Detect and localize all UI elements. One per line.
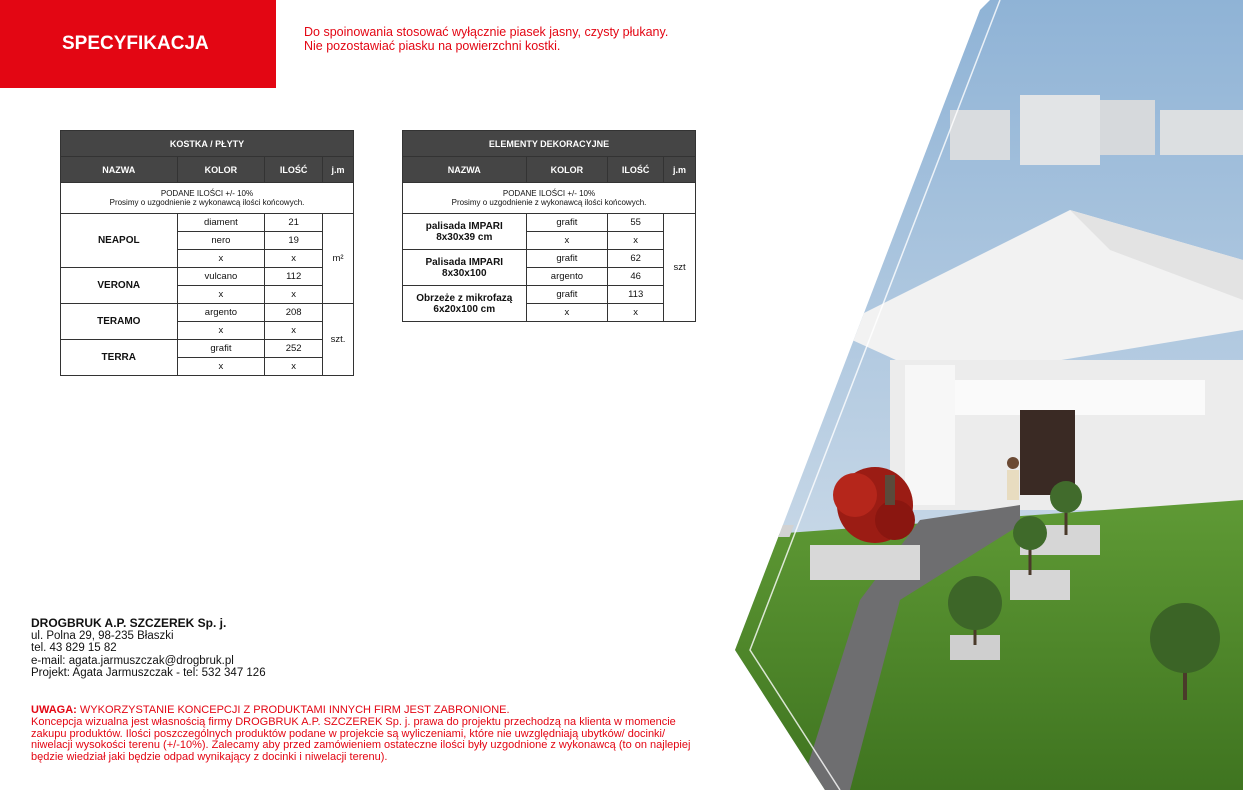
product-qty: 55 (608, 214, 664, 232)
product-color: x (177, 358, 265, 376)
table-row (403, 286, 696, 304)
unit-szt: szt (664, 214, 696, 322)
product-color: x (526, 232, 608, 250)
table-note-line2: Prosimy o uzgodnienie z wykonawcą ilości końcowych. (451, 198, 647, 207)
product-color: x (177, 286, 265, 304)
header-note (304, 25, 724, 53)
product-qty: 208 (265, 304, 323, 322)
col-header-name: NAZWA (403, 157, 527, 183)
table-row (403, 214, 696, 232)
company-project: Projekt: Agata Jarmuszczak - tel: 532 347 126 (31, 667, 266, 679)
product-name-line1: palisada IMPARI (425, 220, 503, 232)
product-name-line2: 8x30x100 (442, 267, 487, 279)
unit-m2: m² (323, 214, 354, 304)
product-qty: 112 (265, 268, 323, 286)
product-qty: x (265, 250, 323, 268)
unit-szt: szt. (323, 304, 354, 376)
warning-label: UWAGA: (31, 704, 77, 716)
product-color: x (526, 304, 608, 322)
col-header-name: NAZWA (61, 157, 178, 183)
product-color: grafit (526, 250, 608, 268)
product-name-line2: 8x30x39 cm (436, 231, 493, 243)
product-name (403, 286, 527, 322)
table-elementy-dekoracyjne (402, 130, 696, 322)
table-row (61, 340, 354, 358)
company-address: ul. Polna 29, 98-235 Błaszki (31, 629, 174, 642)
col-header-qty: ILOŚĆ (265, 157, 323, 183)
product-color: argento (177, 304, 265, 322)
warning-headline: WYKORZYSTANIE KONCEPCJI Z PRODUKTAMI INNYCH FIRM JEST ZABRONIONE. (76, 704, 510, 716)
product-name: NEAPOL (61, 214, 178, 268)
table-row (403, 250, 696, 268)
table-note-line1: PODANE ILOŚCI +/- 10% (502, 189, 596, 198)
product-qty: 19 (265, 232, 323, 250)
table-title: ELEMENTY DEKORACYJNE (403, 131, 696, 157)
warning-body: Koncepcja wizualna jest własnością firmy DROGBRUK A.P. SZCZEREK Sp. j. prawa do projektu przechodzą na klienta w momencie zakupu produktów. Ilości poszczególnych produktów podane w projekcie są wyliczeniami, które nie uwzględniają ubytków/ docinki/ niwelacji wysokości terenu (+/-10%). Zalecamy aby przed zamówieniem ostateczne ilości były uzgodnione z wykonawcą (to on najlepiej będzie wiedział jaki będzie odpad wynikający z docinki i niwelacji terenu). (31, 715, 691, 764)
product-qty: 21 (265, 214, 323, 232)
col-header-unit: j.m (323, 157, 354, 183)
company-name: DROGBRUK A.P. SZCZEREK Sp. j. (31, 616, 227, 630)
table-row (61, 214, 354, 232)
product-qty: x (608, 304, 664, 322)
page-title: SPECYFIKACJA (62, 33, 209, 54)
product-color: diament (177, 214, 265, 232)
table-note-line1: PODANE ILOŚCI +/- 10% (160, 189, 254, 198)
col-header-qty: ILOŚĆ (608, 157, 664, 183)
product-qty: 62 (608, 250, 664, 268)
product-qty: x (265, 322, 323, 340)
product-qty: x (608, 232, 664, 250)
product-name-line2: 6x20x100 cm (433, 303, 496, 315)
product-name: TERAMO (61, 304, 178, 340)
product-qty: x (265, 358, 323, 376)
table-row (61, 268, 354, 286)
col-header-color: KOLOR (177, 157, 265, 183)
product-color: grafit (177, 340, 265, 358)
col-header-unit: j.m (664, 157, 696, 183)
product-color: x (177, 250, 265, 268)
garden-render-image (690, 0, 1243, 790)
product-qty: 252 (265, 340, 323, 358)
product-qty: 46 (608, 268, 664, 286)
product-name-line1: Palisada IMPARI (425, 256, 504, 268)
product-qty: 113 (608, 286, 664, 304)
product-color: x (177, 322, 265, 340)
company-info (31, 617, 266, 680)
table-note-line2: Prosimy o uzgodnienie z wykonawcą ilości końcowych. (109, 198, 305, 207)
product-qty: x (265, 286, 323, 304)
warning-note (31, 705, 691, 764)
company-email: e-mail: agata.jarmuszczak@drogbruk.pl (31, 654, 234, 667)
product-color: vulcano (177, 268, 265, 286)
product-name-line1: Obrzeże z mikrofazą (416, 292, 513, 304)
col-header-color: KOLOR (526, 157, 608, 183)
company-phone: tel. 43 829 15 82 (31, 642, 117, 654)
product-name (403, 214, 527, 250)
table-title: KOSTKA / PŁYTY (61, 131, 354, 157)
header-title-box (0, 0, 276, 88)
table-note (403, 183, 696, 214)
product-name: TERRA (61, 340, 178, 376)
product-name: VERONA (61, 268, 178, 304)
product-color: nero (177, 232, 265, 250)
table-kostka-plyty (60, 130, 354, 376)
table-row (61, 304, 354, 322)
table-note (61, 183, 354, 214)
product-color: grafit (526, 214, 608, 232)
header-note-line2: Nie pozostawiać piasku na powierzchni kostki. (304, 39, 561, 53)
product-color: grafit (526, 286, 608, 304)
header-note-line1: Do spoinowania stosować wyłącznie piasek jasny, czysty płukany. (304, 25, 669, 39)
product-name (403, 250, 527, 286)
product-color: argento (526, 268, 608, 286)
